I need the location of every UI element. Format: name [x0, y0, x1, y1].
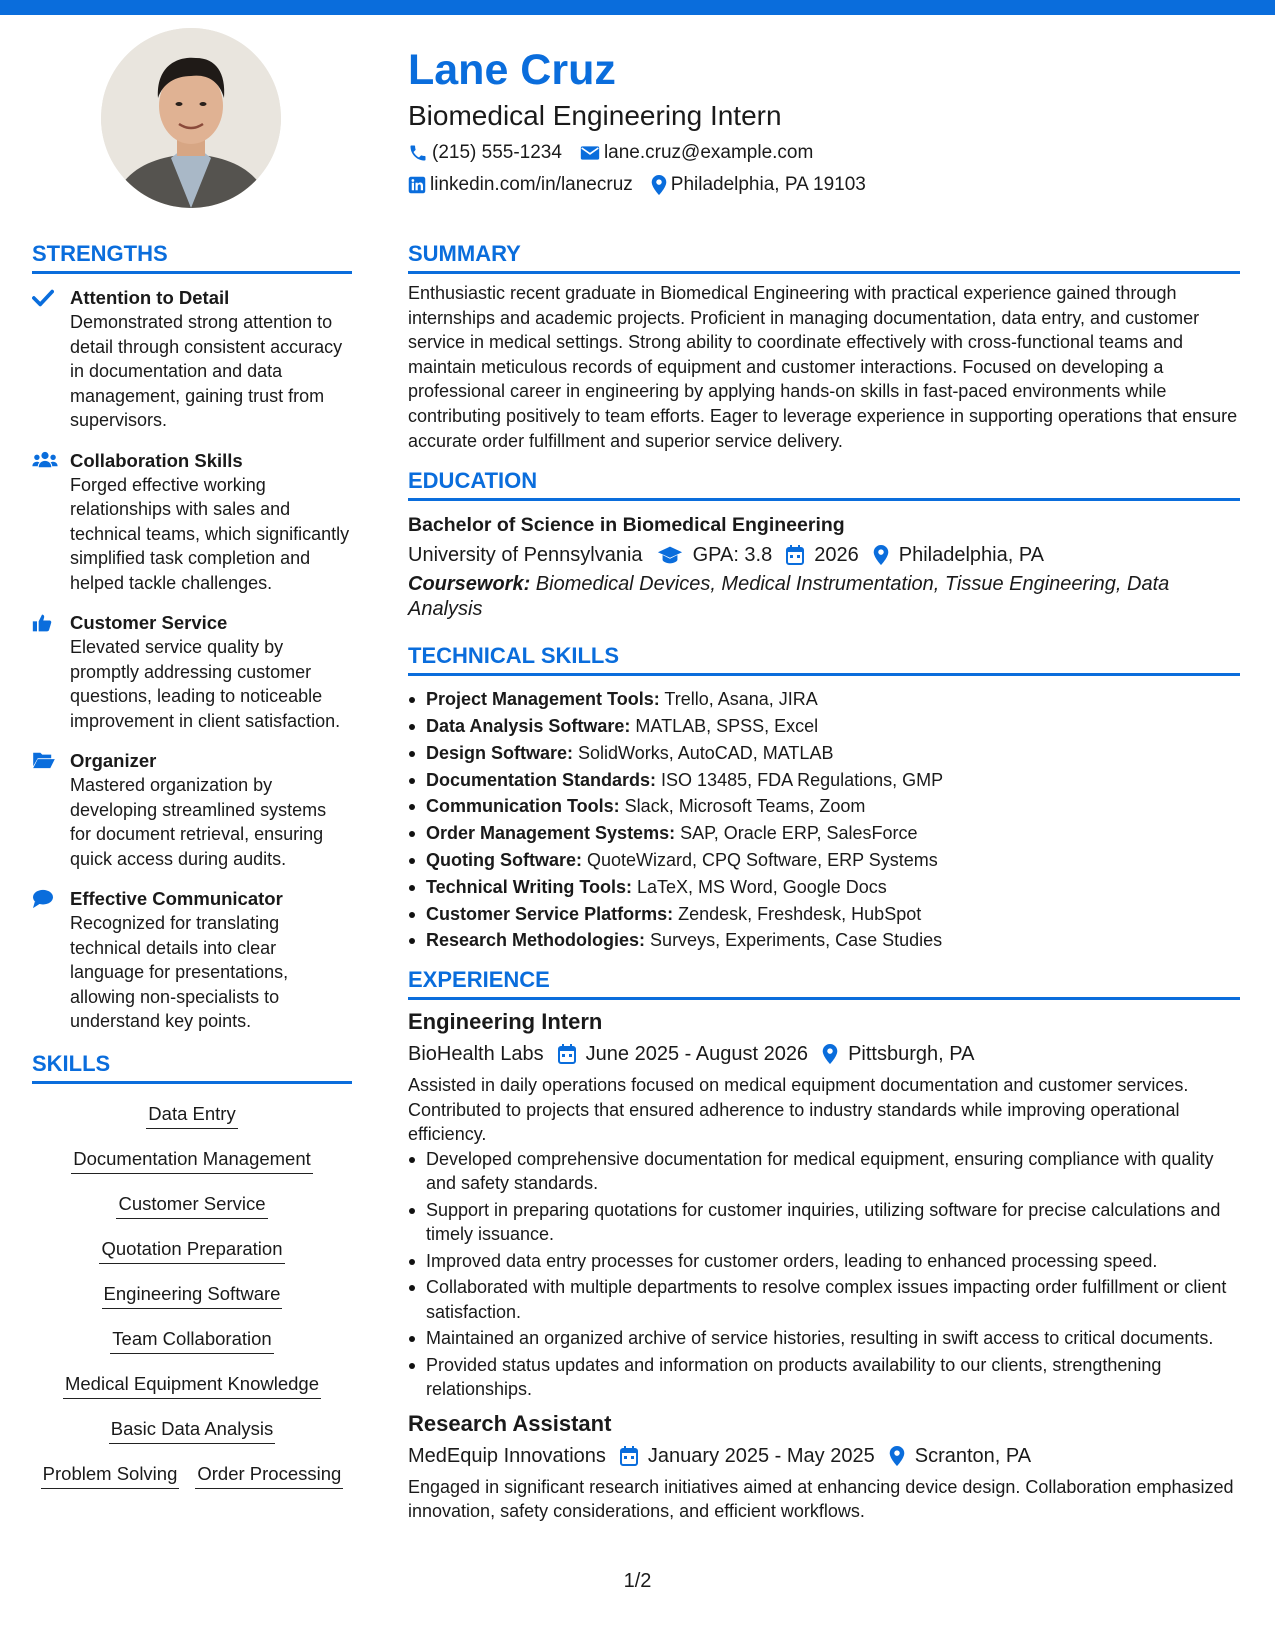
list-item: Documentation Standards: ISO 13485, FDA Regulations, GMP — [408, 767, 1240, 794]
company-name: MedEquip Innovations — [408, 1444, 606, 1467]
summary-text: Enthusiastic recent graduate in Biomedical Engineering with practical experience gained through internships and academic projects. Proficient in managing documentation, data entry, and customer service in medical settings. Strong ability to coordinate effectively with cross-functional teams and maintain meticulous records of equipment and customer interactions. Focused on developing a professional career in engineering by applying hands-on skills in fast-paced environments while contributing positively to team efforts. Eager to leverage experience in supporting operations that ensure accurate order fulfillment and superior service delivery. — [408, 283, 1238, 451]
technical-skills-heading: TECHNICAL SKILLS — [408, 642, 1240, 676]
coursework — [408, 572, 1240, 622]
list-item: Order Management Systems: SAP, Oracle ERP, SalesForce — [408, 820, 1240, 847]
job-description: Engaged in significant research initiatives aimed at enhancing device design. Collaboration emphasized innovation, safety considerations, and efficient workflows. — [408, 1476, 1234, 1522]
map-pin-icon — [889, 1446, 905, 1466]
job-title: Research Assistant — [408, 1410, 612, 1436]
linkedin-text: linkedin.com/in/lanecruz — [430, 174, 633, 195]
year-text: 2026 — [814, 544, 859, 567]
calendar-icon — [620, 1446, 638, 1466]
location-text: Philadelphia, PA 19103 — [670, 174, 866, 195]
map-pin-icon — [873, 545, 889, 565]
candidate-name: Lane Cruz — [408, 46, 616, 94]
job-bullets — [408, 1147, 1240, 1402]
school-name: University of Pennsylvania — [408, 544, 643, 567]
skills-list — [32, 1102, 352, 1507]
summary-heading: SUMMARY — [408, 240, 1240, 274]
list-item: Project Management Tools: Trello, Asana, JIRA — [408, 686, 1240, 713]
folder-open-icon — [32, 751, 56, 769]
profile-photo — [101, 28, 281, 208]
skill-tag: Quotation Preparation — [99, 1237, 284, 1264]
strength-title: Organizer — [70, 750, 157, 771]
left-column — [32, 240, 352, 1507]
skill-tag: Problem Solving — [41, 1462, 180, 1489]
experience-heading: EXPERIENCE — [408, 966, 1240, 1000]
phone-text: (215) 555-1234 — [432, 142, 562, 163]
coursework-label: Coursework: — [408, 573, 531, 596]
check-icon — [32, 288, 54, 308]
thumbs-up-icon — [32, 613, 52, 633]
strength-title: Collaboration Skills — [70, 449, 243, 471]
resume-header — [408, 40, 1238, 198]
gpa — [657, 540, 773, 570]
list-item: Quoting Software: QuoteWizard, CPQ Software, ERP Systems — [408, 847, 1240, 874]
strength-item — [32, 611, 352, 733]
top-accent-bar — [0, 0, 1275, 15]
page-number: 1/2 — [623, 1570, 652, 1592]
technical-skills-list — [408, 686, 1240, 954]
skill-tag: Customer Service — [116, 1192, 267, 1219]
list-item: Data Analysis Software: MATLAB, SPSS, Excel — [408, 713, 1240, 740]
experience-entry — [408, 1007, 1240, 1402]
linkedin-icon — [408, 176, 426, 194]
strength-description: Elevated service quality by promptly addressing customer questions, leading to noticeable improvement in client satisfaction. — [70, 637, 341, 731]
job-location: Scranton, PA — [889, 1441, 1031, 1471]
skill-tag: Team Collaboration — [110, 1327, 273, 1354]
skill-tag: Data Entry — [146, 1102, 237, 1129]
job-dates: January 2025 - May 2025 — [620, 1441, 875, 1471]
school-location — [873, 540, 1044, 570]
list-item: Improved data entry processes for customer orders, leading to enhanced processing speed. — [408, 1249, 1240, 1274]
job-title: Engineering Intern — [408, 1009, 603, 1035]
candidate-title: Biomedical Engineering Intern — [408, 100, 782, 131]
strength-item — [32, 286, 352, 433]
right-column — [408, 240, 1240, 1524]
skill-tag: Basic Data Analysis — [109, 1417, 275, 1444]
strength-title: Attention to Detail — [70, 287, 230, 308]
strength-title: Effective Communicator — [70, 888, 283, 909]
strength-item — [32, 449, 352, 596]
email-contact[interactable] — [580, 140, 813, 166]
list-item: Research Methodologies: Surveys, Experiments, Case Studies — [408, 927, 1240, 954]
comment-icon — [32, 889, 54, 909]
skill-tag: Order Processing — [195, 1462, 343, 1489]
phone-contact[interactable] — [408, 140, 562, 166]
education-meta — [408, 540, 1240, 570]
calendar-icon — [558, 1044, 576, 1064]
list-item: Communication Tools: Slack, Microsoft Teams, Zoom — [408, 793, 1240, 820]
skill-tag: Medical Equipment Knowledge — [63, 1372, 321, 1399]
job-location: Pittsburgh, PA — [822, 1039, 974, 1069]
job-meta — [408, 1039, 1240, 1069]
strengths-heading: STRENGTHS — [32, 240, 352, 274]
job-description: Assisted in daily operations focused on medical equipment documentation and customer services. Contributed to projects that ensured adherence to industry standards while improving operational efficiency. — [408, 1075, 1189, 1145]
gpa-text: GPA: 3.8 — [692, 544, 773, 567]
map-pin-icon — [822, 1044, 838, 1064]
experience-entry — [408, 1409, 1240, 1524]
users-icon — [32, 451, 58, 469]
envelope-icon — [580, 144, 600, 162]
calendar-icon — [786, 545, 804, 565]
list-item: Design Software: SolidWorks, AutoCAD, MATLAB — [408, 740, 1240, 767]
skills-heading: SKILLS — [32, 1050, 352, 1084]
graduation-year — [786, 540, 859, 570]
strength-title: Customer Service — [70, 612, 228, 633]
job-dates: June 2025 - August 2026 — [558, 1039, 808, 1069]
list-item: Maintained an organized archive of service histories, resulting in swift access to critical documents. — [408, 1326, 1240, 1351]
graduation-cap-icon — [657, 545, 683, 565]
location-contact — [651, 172, 866, 198]
strength-item — [32, 749, 352, 871]
strength-description: Forged effective working relationships with sales and technical teams, which significantly simplified task completion and helped tackle challenges. — [70, 474, 350, 593]
degree-title: Bachelor of Science in Biomedical Engineering — [408, 514, 845, 537]
list-item: Provided status updates and information on products availability to our clients, strengthening relationships. — [408, 1353, 1240, 1402]
contact-row-2 — [408, 172, 1238, 198]
list-item: Technical Writing Tools: LaTeX, MS Word, Google Docs — [408, 874, 1240, 901]
school-location-text: Philadelphia, PA — [898, 544, 1045, 567]
list-item: Developed comprehensive documentation for medical equipment, ensuring compliance with quality and safety standards. — [408, 1147, 1240, 1196]
strength-description: Recognized for translating technical details into clear language for presentations, allowing non-specialists to understand key points. — [70, 913, 289, 1031]
list-item: Support in preparing quotations for customer inquiries, utilizing software for precise calculations and timely issuance. — [408, 1198, 1240, 1247]
strength-description: Mastered organization by developing streamlined systems for document retrieval, ensuring quick access during audits. — [70, 775, 327, 869]
company-name: BioHealth Labs — [408, 1043, 544, 1066]
list-item: Collaborated with multiple departments to resolve complex issues impacting order fulfillment or client satisfaction. — [408, 1275, 1240, 1324]
list-item: Customer Service Platforms: Zendesk, Freshdesk, HubSpot — [408, 901, 1240, 928]
contact-row-1 — [408, 140, 1238, 166]
job-meta — [408, 1441, 1240, 1471]
email-text: lane.cruz@example.com — [603, 142, 814, 163]
strength-description: Demonstrated strong attention to detail through consistent accuracy in documentation and data management, gaining trust from supervisors. — [70, 312, 343, 430]
skill-tag: Documentation Management — [71, 1147, 313, 1174]
linkedin-contact[interactable] — [408, 172, 633, 198]
education-heading: EDUCATION — [408, 467, 1240, 501]
phone-icon — [408, 143, 428, 163]
skill-tag: Engineering Software — [102, 1282, 283, 1309]
map-pin-icon — [651, 175, 667, 195]
strengths-list — [32, 286, 352, 1034]
coursework-list: Biomedical Devices, Medical Instrumentation, Tissue Engineering, Data Analysis — [408, 573, 1170, 621]
strength-item — [32, 887, 352, 1034]
